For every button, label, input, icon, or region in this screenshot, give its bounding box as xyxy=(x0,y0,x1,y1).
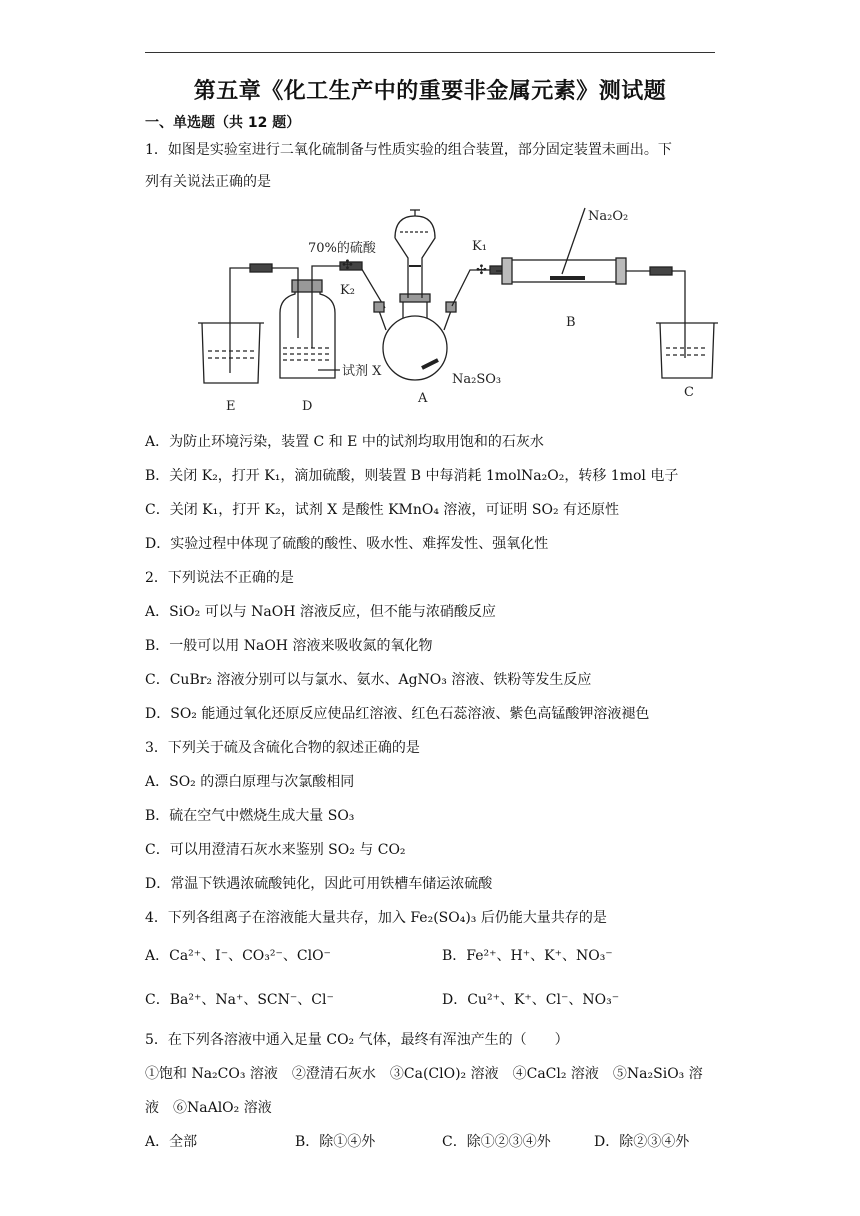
q3-stem: 3．下列关于硫及含硫化合物的叙述正确的是 xyxy=(145,740,420,756)
q1-option-b: B．关闭 K₂，打开 K₁，滴加硫酸，则装置 B 中每消耗 1molNa₂O₂，转移 1mol 电子 xyxy=(145,468,679,484)
q5-options-line2: 液 ⑥NaAlO₂ 溶液 xyxy=(145,1100,272,1116)
q3-option-c: C．可以用澄清石灰水来鉴别 SO₂ 与 CO₂ xyxy=(145,842,406,858)
label-c: C xyxy=(684,385,694,400)
q2-option-d: D．SO₂ 能通过氧化还原反应使品红溶液、红色石蕊溶液、紫色高锰酸钾溶液褪色 xyxy=(145,706,650,722)
label-b: B xyxy=(566,315,576,330)
q5-option-d: D．除②③④外 xyxy=(594,1134,690,1150)
q1-stem-line1: 1．如图是实验室进行二氧化硫制备与性质实验的组合装置，部分固定装置未画出。下 xyxy=(145,142,672,158)
q1-option-c: C．关闭 K₁，打开 K₂，试剂 X 是酸性 KMnO₄ 溶液，可证明 SO₂ 有还原性 xyxy=(145,502,620,518)
bottle-d xyxy=(280,266,340,378)
page-title: 第五章《化工生产中的重要非金属元素》测试题 xyxy=(193,79,667,104)
q5-options-line1: ①饱和 Na₂CO₃ 溶液 ②澄清石灰水 ③Ca(ClO)₂ 溶液 ④CaCl₂ 溶液 ⑤Na₂SiO₃ 溶 xyxy=(145,1066,703,1082)
label-na2o2: Na₂O₂ xyxy=(588,209,629,224)
q3-option-a: A．SO₂ 的漂白原理与次氯酸相同 xyxy=(145,774,355,790)
q2-stem: 2．下列说法不正确的是 xyxy=(145,570,294,586)
label-d: D xyxy=(302,399,313,414)
q4-stem: 4．下列各组离子在溶液能大量共存，加入 Fe₂(SO₄)₃ 后仍能大量共存的是 xyxy=(145,910,607,926)
q5-stem: 5．在下列各溶液中通入足量 CO₂ 气体，最终有浑浊产生的（ ） xyxy=(145,1032,569,1048)
label-e: E xyxy=(226,399,236,414)
flask-a xyxy=(374,210,456,380)
q1-apparatus-diagram xyxy=(190,198,730,423)
q2-option-a: A．SiO₂ 可以与 NaOH 溶液反应，但不能与浓硝酸反应 xyxy=(145,604,496,620)
q1-option-a: A．为防止环境污染，装置 C 和 E 中的试剂均取用饱和的石灰水 xyxy=(145,434,544,450)
label-k2: K₂ xyxy=(340,283,355,298)
header-rule xyxy=(145,52,715,53)
q5-option-c: C．除①②③④外 xyxy=(442,1134,551,1150)
q2-option-b: B．一般可以用 NaOH 溶液来吸收氮的氧化物 xyxy=(145,638,433,654)
beaker-c xyxy=(656,323,718,378)
beaker-e xyxy=(198,323,264,383)
label-acid: 70%的硫酸 xyxy=(308,241,376,256)
q2-option-c: C．CuBr₂ 溶液分别可以与氯水、氨水、AgNO₃ 溶液、铁粉等发生反应 xyxy=(145,672,592,688)
q5-option-a: A．全部 xyxy=(145,1134,198,1150)
label-reagent-x: 试剂 X xyxy=(342,364,382,379)
section-heading: 一、单选题（共 12 题） xyxy=(145,115,301,131)
q1-option-d: D．实验过程中体现了硫酸的酸性、吸水性、难挥发性、强氧化性 xyxy=(145,536,549,552)
svg-text:✣: ✣ xyxy=(476,263,487,278)
q5-option-b: B．除①④外 xyxy=(295,1134,376,1150)
q3-option-d: D．常温下铁遇浓硫酸钝化，因此可用铁槽车储运浓硫酸 xyxy=(145,876,493,892)
svg-text:✣: ✣ xyxy=(342,258,353,273)
q4-option-c: C．Ba²⁺、Na⁺、SCN⁻、Cl⁻ xyxy=(145,992,334,1008)
label-na2so3: Na₂SO₃ xyxy=(452,372,502,387)
q3-option-b: B．硫在空气中燃烧生成大量 SO₃ xyxy=(145,808,355,824)
q4-option-b: B．Fe²⁺、H⁺、K⁺、NO₃⁻ xyxy=(442,948,613,964)
q4-option-d: D．Cu²⁺、K⁺、Cl⁻、NO₃⁻ xyxy=(442,992,620,1008)
q1-stem-line2: 列有关说法正确的是 xyxy=(145,174,271,190)
label-a: A xyxy=(418,391,428,406)
label-k1: K₁ xyxy=(472,239,487,254)
q4-option-a: A．Ca²⁺、I⁻、CO₃²⁻、ClO⁻ xyxy=(145,948,331,964)
